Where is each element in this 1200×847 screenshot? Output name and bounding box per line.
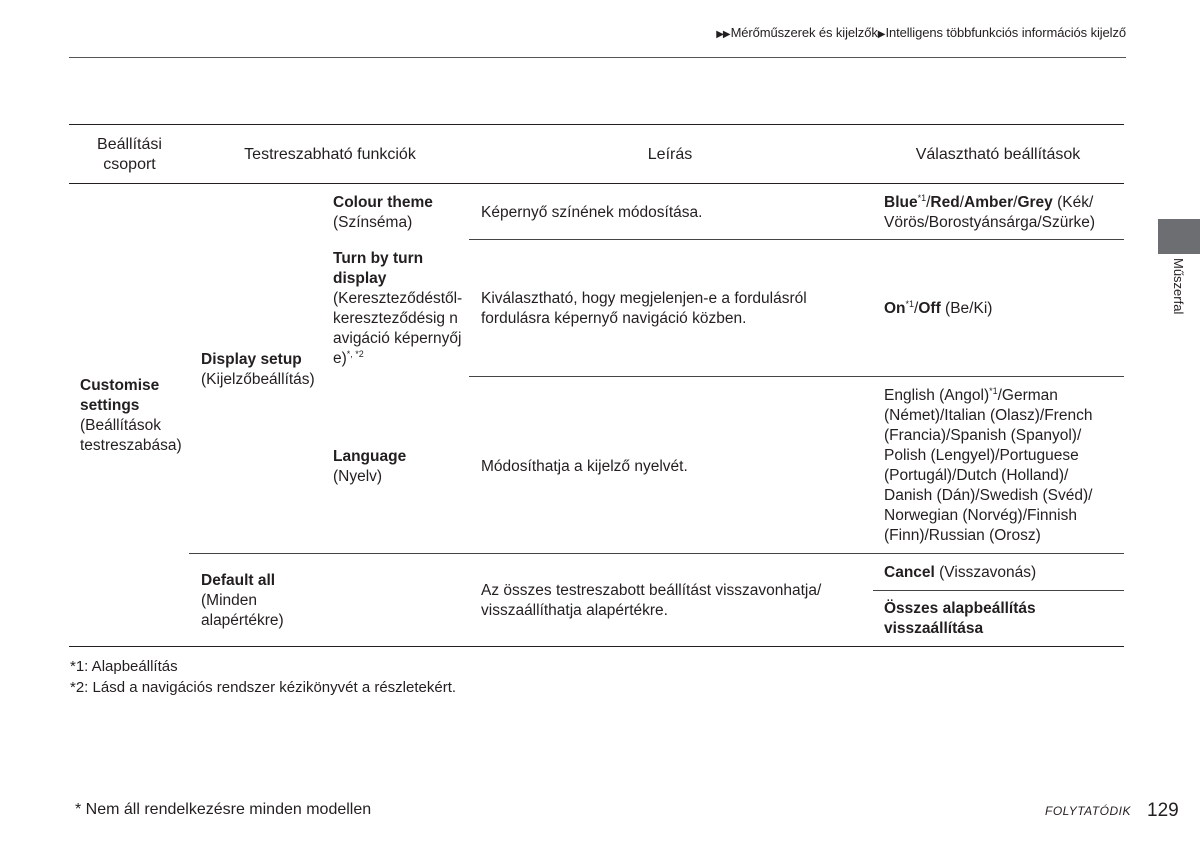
footnote-ref: *1	[905, 298, 915, 309]
table-header-rule	[69, 183, 1124, 184]
footnote-2: *2: Lásd a navigációs rendszer kézikönyvét a részletekért.	[70, 679, 457, 696]
row-divider	[873, 590, 1124, 591]
default-all-subtitle: (Minden alapértékre)	[201, 592, 284, 629]
colour-theme-options	[884, 193, 1120, 233]
option-reset-all: Összes alapbeállítás visszaállítása	[884, 600, 1036, 637]
cancel-hu: (Visszavonás)	[934, 564, 1037, 581]
option-english: English (Angol)	[884, 387, 990, 404]
availability-note: * Nem áll rendelkezésre minden modellen	[75, 801, 372, 818]
group-title: Customise settings	[80, 377, 160, 414]
option-cancel: Cancel	[884, 564, 935, 581]
default-all-cell	[201, 571, 331, 631]
separator: /	[959, 194, 965, 211]
colour-theme-subtitle: (Színséma)	[333, 214, 413, 231]
display-setup-subtitle: (Kijelzőbeállítás)	[201, 371, 315, 388]
table-top-rule	[69, 124, 1124, 125]
turn-by-turn-options	[884, 299, 1120, 319]
cancel-option	[884, 563, 1120, 583]
header-options: Választható beállítások	[915, 146, 1081, 163]
on-off-hu: (Be/Ki)	[940, 300, 993, 317]
colour-theme-title: Colour theme	[333, 194, 433, 211]
turn-by-turn-cell	[333, 249, 463, 369]
display-setup-title: Display setup	[201, 351, 302, 368]
separator: /	[914, 300, 919, 317]
option-amber: Amber	[964, 194, 1014, 211]
separator: /	[926, 194, 931, 211]
language-subtitle: (Nyelv)	[333, 468, 383, 485]
language-options	[884, 386, 1120, 546]
separator: /	[1013, 194, 1018, 211]
double-arrow-icon: ▶▶	[716, 29, 730, 40]
language-cell	[333, 447, 468, 487]
row-divider	[469, 239, 1124, 240]
page-number: 129	[1147, 800, 1179, 821]
row-divider	[189, 553, 1124, 554]
group-cell	[80, 376, 185, 456]
default-all-title: Default all	[201, 572, 276, 589]
footnote-ref: *1	[917, 192, 927, 203]
header-group: Beállítási csoport	[97, 136, 162, 173]
option-blue: Blue	[884, 194, 918, 211]
language-description: Módosíthatja a kijelző nyelvét.	[481, 458, 688, 475]
header-functions: Testreszabható funkciók	[244, 146, 416, 163]
turn-by-turn-title: Turn by turn display	[333, 250, 424, 287]
table-bottom-rule	[69, 646, 1124, 647]
footnote-ref: *1	[989, 385, 998, 396]
display-setup-cell	[201, 350, 326, 390]
option-red: Red	[930, 194, 960, 211]
group-subtitle: (Beállítások testreszabása)	[80, 417, 182, 454]
breadcrumb-section: Mérőműszerek és kijelzők	[730, 25, 878, 40]
turn-by-turn-subtitle-wrap	[333, 289, 463, 369]
option-on: On	[884, 300, 906, 317]
option-off: Off	[918, 300, 941, 317]
default-all-description: Az összes testreszabott beállítást visszavonhatja/ visszaállíthatja alapértékre.	[481, 582, 822, 619]
continue-label: FOLYTATÓDIK	[1045, 804, 1131, 818]
language-options-rest: /German (Német)/Italian (Olasz)/French (Francia)/Spanish (Spanyol)/ Polish (Lengyel)/Portuguese (Portugál)/Dutch (Holland)/ Danish (Dán)/Swedish (Svéd)/ Norwegian (Norvég)/Finnish (Finn)/Russian (Orosz)	[884, 387, 1093, 544]
arrow-icon: ▶	[877, 29, 885, 40]
breadcrumb-subsection: Intelligens többfunkciós információs kijelző	[885, 25, 1126, 40]
turn-by-turn-subtitle: (Kereszteződéstől-kereszteződésig navigáció képernyője)	[333, 290, 463, 367]
colour-theme-description: Képernyő színének módosítása.	[481, 204, 703, 221]
header-description: Leírás	[647, 146, 693, 163]
option-grey: Grey	[1017, 194, 1053, 211]
row-divider	[469, 376, 1124, 377]
footnote-ref: *, *2	[346, 348, 364, 359]
turn-by-turn-description: Kiválasztható, hogy megjelenjen-e a fordulásról fordulásra képernyő navigáció közben.	[481, 290, 807, 327]
section-tab-label: Műszerfal	[1171, 258, 1186, 315]
colour-theme-cell	[333, 193, 468, 233]
language-title: Language	[333, 448, 407, 465]
footnote-1: *1: Alapbeállítás	[70, 658, 178, 675]
colour-options-hu: (Kék/ Vörös/Borostyánsárga/Szürke)	[884, 194, 1096, 231]
